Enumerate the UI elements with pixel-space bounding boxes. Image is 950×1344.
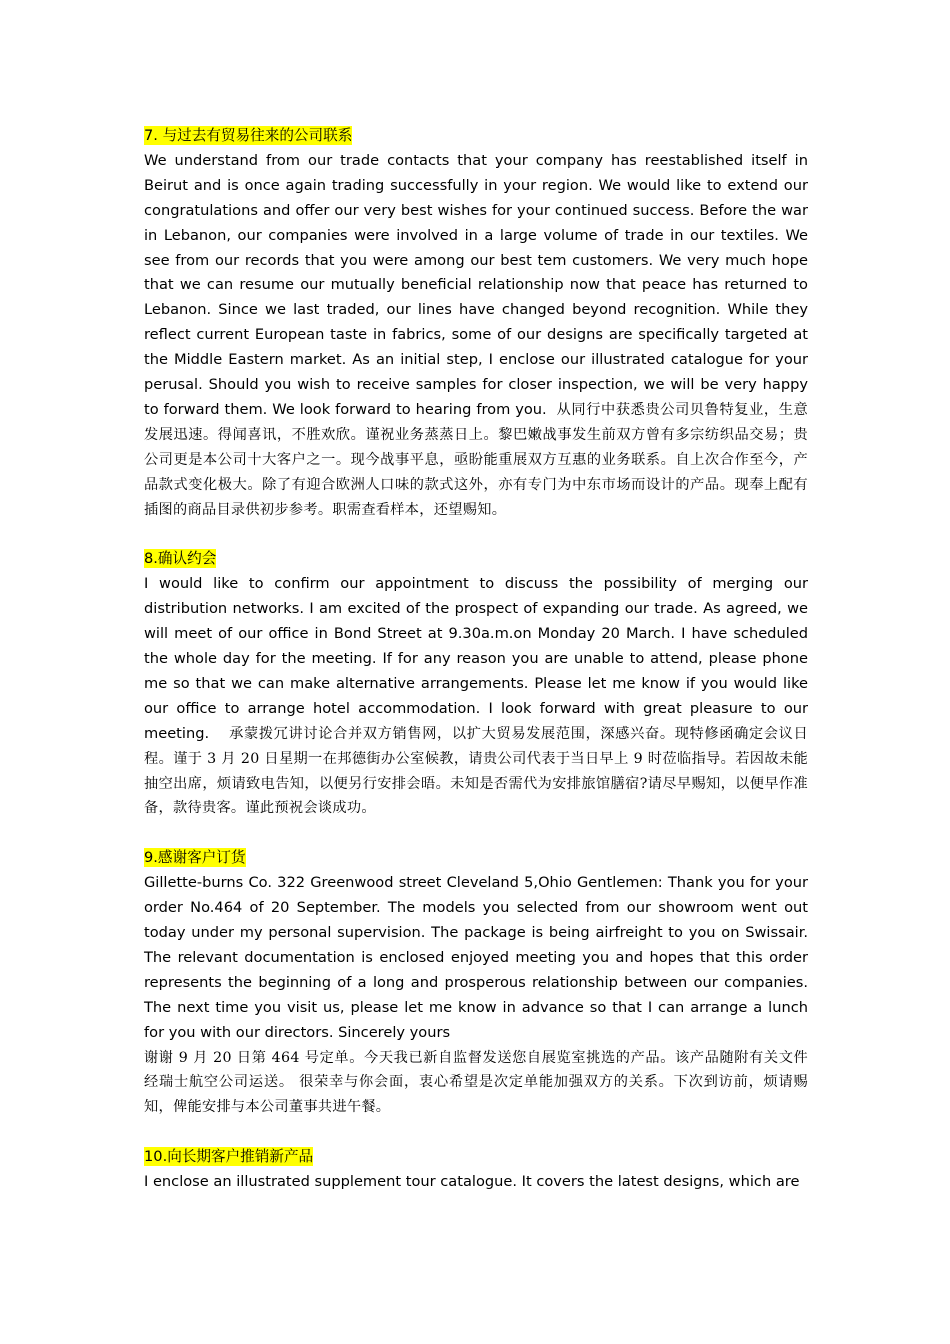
section-7 [144, 124, 808, 523]
heading-highlight: 10.向长期客户推销新产品 [144, 1148, 314, 1166]
chinese-paragraph: 谢谢 9 月 20 日第 464 号定单。今天我已新自监督发送您自展览室挑选的产品。该产品随附有关文件经瑞士航空公司运送。 很荣幸与你会面，衷心希望是次定单能加强双方的关系。下次到访前，烦请赐知，俾能安排与本公司董事共进午餐。 [144, 1049, 808, 1116]
english-paragraph [144, 572, 808, 821]
section-heading [144, 846, 808, 871]
section-heading [144, 547, 808, 572]
section-9 [144, 846, 808, 1120]
english-text: We understand from our trade contacts that your company has reestablished itself in Beirut and is once again trading successfully in your region. We would like to extend our congratulations and offer our very best wishes for your continued success. Before the war in Lebanon, our companies were involved in a large volume of trade in our textiles. We see from our records that you were among our best tem customers. We very much hope that we can resume our mutually beneficial relationship now that peace has returned to Lebanon. Since we last traded, our lines have changed beyond recognition. While they reflect current European taste in fabrics, some of our designs are specifically targeted at the Middle Eastern market. As an initial step, I enclose our illustrated catalogue for your perusal. Should you wish to receive samples for closer inspection, we will be very happy to forward them. We look forward to hearing from you. [144, 151, 808, 418]
section-heading [144, 1145, 808, 1170]
heading-highlight: 8.确认约会 [144, 550, 217, 568]
english-text: I would like to confirm our appointment to discuss the possibility of merging our distribution networks. I am excited of the prospect of expanding our trade. As agreed, we will meet of our office in Bond Street at 9.30a.m.on Monday 20 March. I have scheduled the whole day for the meeting. If for any reason you are unable to attend, please phone me so that we can make alternative arrangements. Please let me know if you would like our office to arrange hotel accommodation. I look forward with great pleasure to our meeting. [144, 575, 808, 742]
section-10 [144, 1145, 808, 1195]
document-page [144, 124, 808, 1220]
english-paragraph [144, 149, 808, 523]
english-paragraph: Gillette-burns Co. 322 Greenwood street Cleveland 5,Ohio Gentlemen: Thank you for your order No.464 of 20 September. The models you selected from our showroom went out today under my personal supervision. The package is being airfreight to you on Swissair. The relevant documentation is enclosed enjoyed meeting you and hopes that this order represents the beginning of a long and prosperous relationship between our companies. The next time you visit us, please let me know in advance so that I can arrange a lunch for you with our directors. Sincerely yours [144, 874, 808, 1041]
section-8 [144, 547, 808, 821]
heading-highlight: 7. 与过去有贸易往来的公司联系 [144, 127, 353, 144]
heading-highlight: 9.感谢客户订货 [144, 849, 246, 867]
chinese-text: 承蒙拨冗讲讨论合并双方销售网，以扩大贸易发展范围，深感兴奋。现特修函确定会议日程。谨于 3 月 20 日星期一在邦德街办公室候教，请贵公司代表于当日早上 9 时莅临指导。若因故未能抽空出席，烦请致电告知，以便另行安排会晤。未知是否需代为安排旅馆膳宿?请尽早赐知，以便早作准备，款待贵客。谨此预祝会谈成功。 [144, 725, 808, 817]
chinese-text: 从同行中获悉贵公司贝鲁特复业，生意发展迅速。得闻喜讯，不胜欢欣。谨祝业务蒸蒸日上。黎巴嫩战事发生前双方曾有多宗纺织品交易；贵公司更是本公司十大客户之一。现今战事平息，亟盼能重展双方互惠的业务联系。自上次合作至今，产品款式变化极大。除了有迎合欧洲人口味的款式这外，亦有专门为中东市场而设计的产品。现奉上配有插图的商品目录供初步参考。职需查看样本，还望赐知。 [144, 401, 808, 518]
section-heading [144, 124, 808, 149]
english-paragraph: I enclose an illustrated supplement tour catalogue. It covers the latest designs, which are [144, 1173, 800, 1191]
